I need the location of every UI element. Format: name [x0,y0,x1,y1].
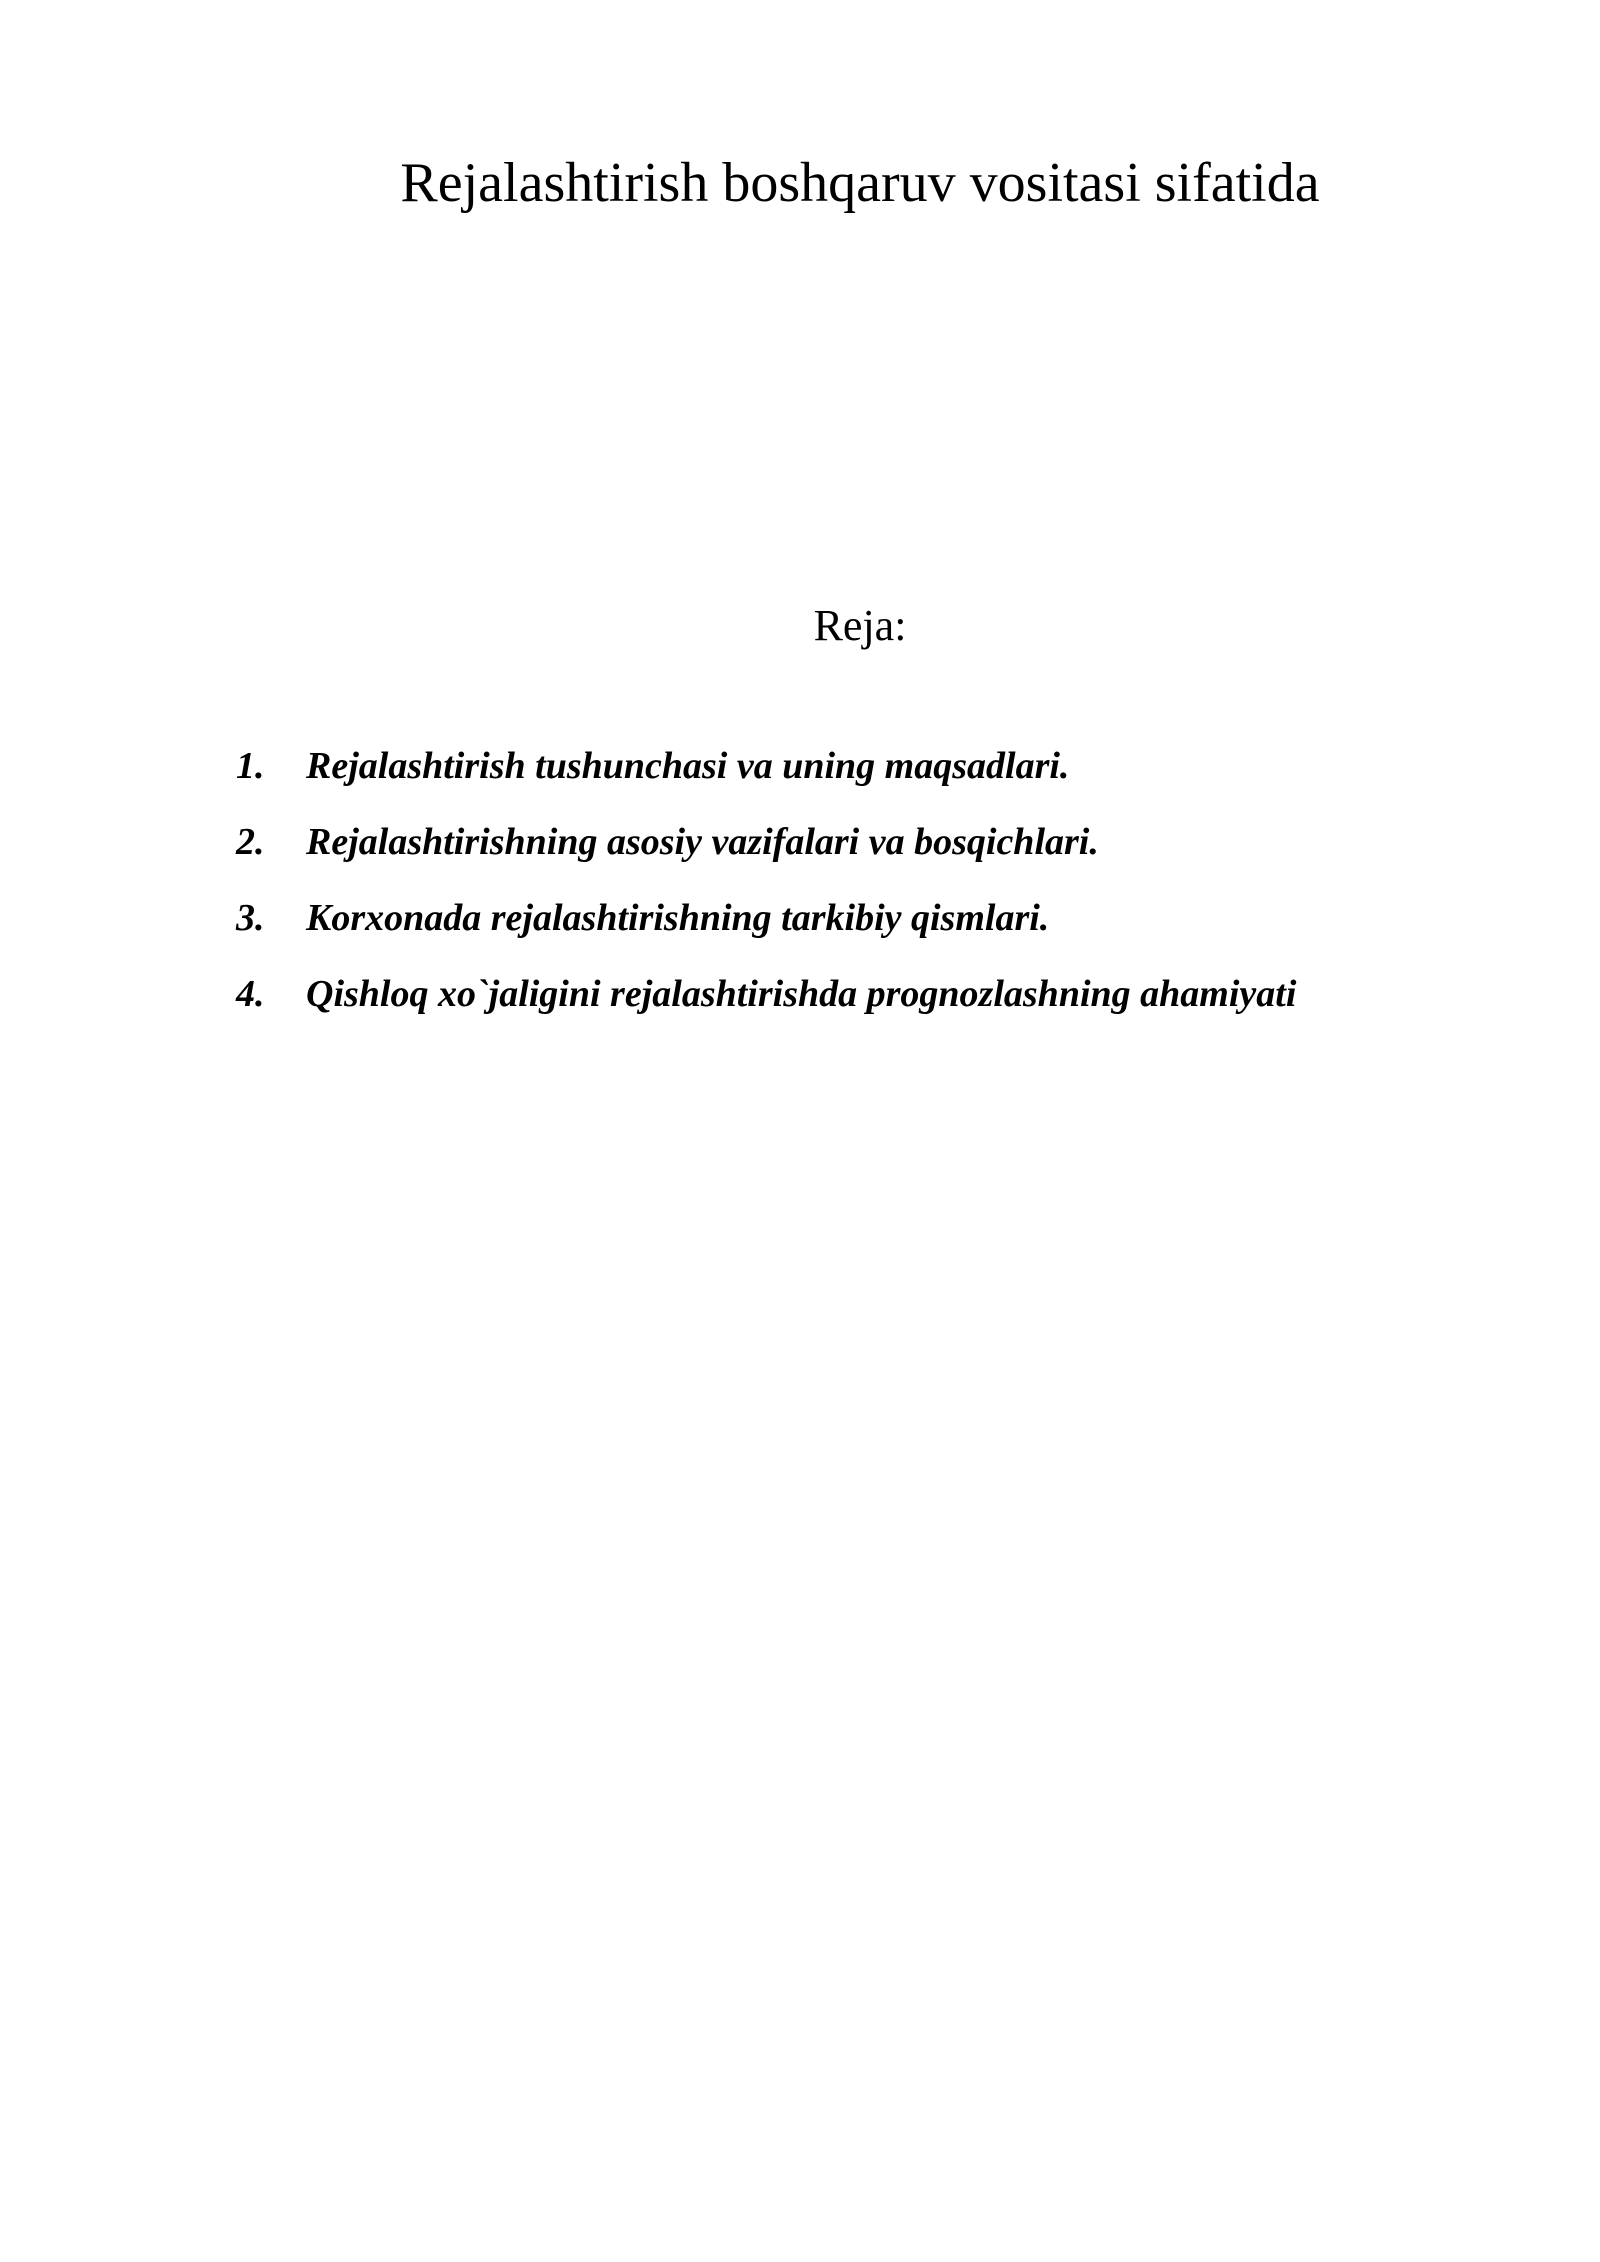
plan-list [236,744,1536,1048]
plan-item-number: 1. [236,745,265,787]
plan-item [236,820,1536,896]
plan-item-number: 2. [236,821,265,863]
plan-item-number: 4. [236,973,265,1015]
plan-item [236,896,1536,972]
plan-item-number: 3. [236,897,265,939]
document-title: Rejalashtirish boshqaruv vositasi sifatida [400,152,1320,214]
plan-item-text: Korxonada rejalashtirishning tarkibiy qismlari. [306,897,1050,939]
plan-item-text: Rejalashtirishning asosiy vazifalari va bosqichlari. [306,821,1099,863]
plan-item [236,744,1536,820]
plan-item-text: Qishloq xo`jaligini rejalashtirishda prognozlashning ahamiyati [306,973,1297,1015]
plan-item [236,972,1536,1048]
plan-item-text: Rejalashtirish tushunchasi va uning maqsadlari. [306,745,1070,787]
plan-heading: Reja: [813,601,907,650]
